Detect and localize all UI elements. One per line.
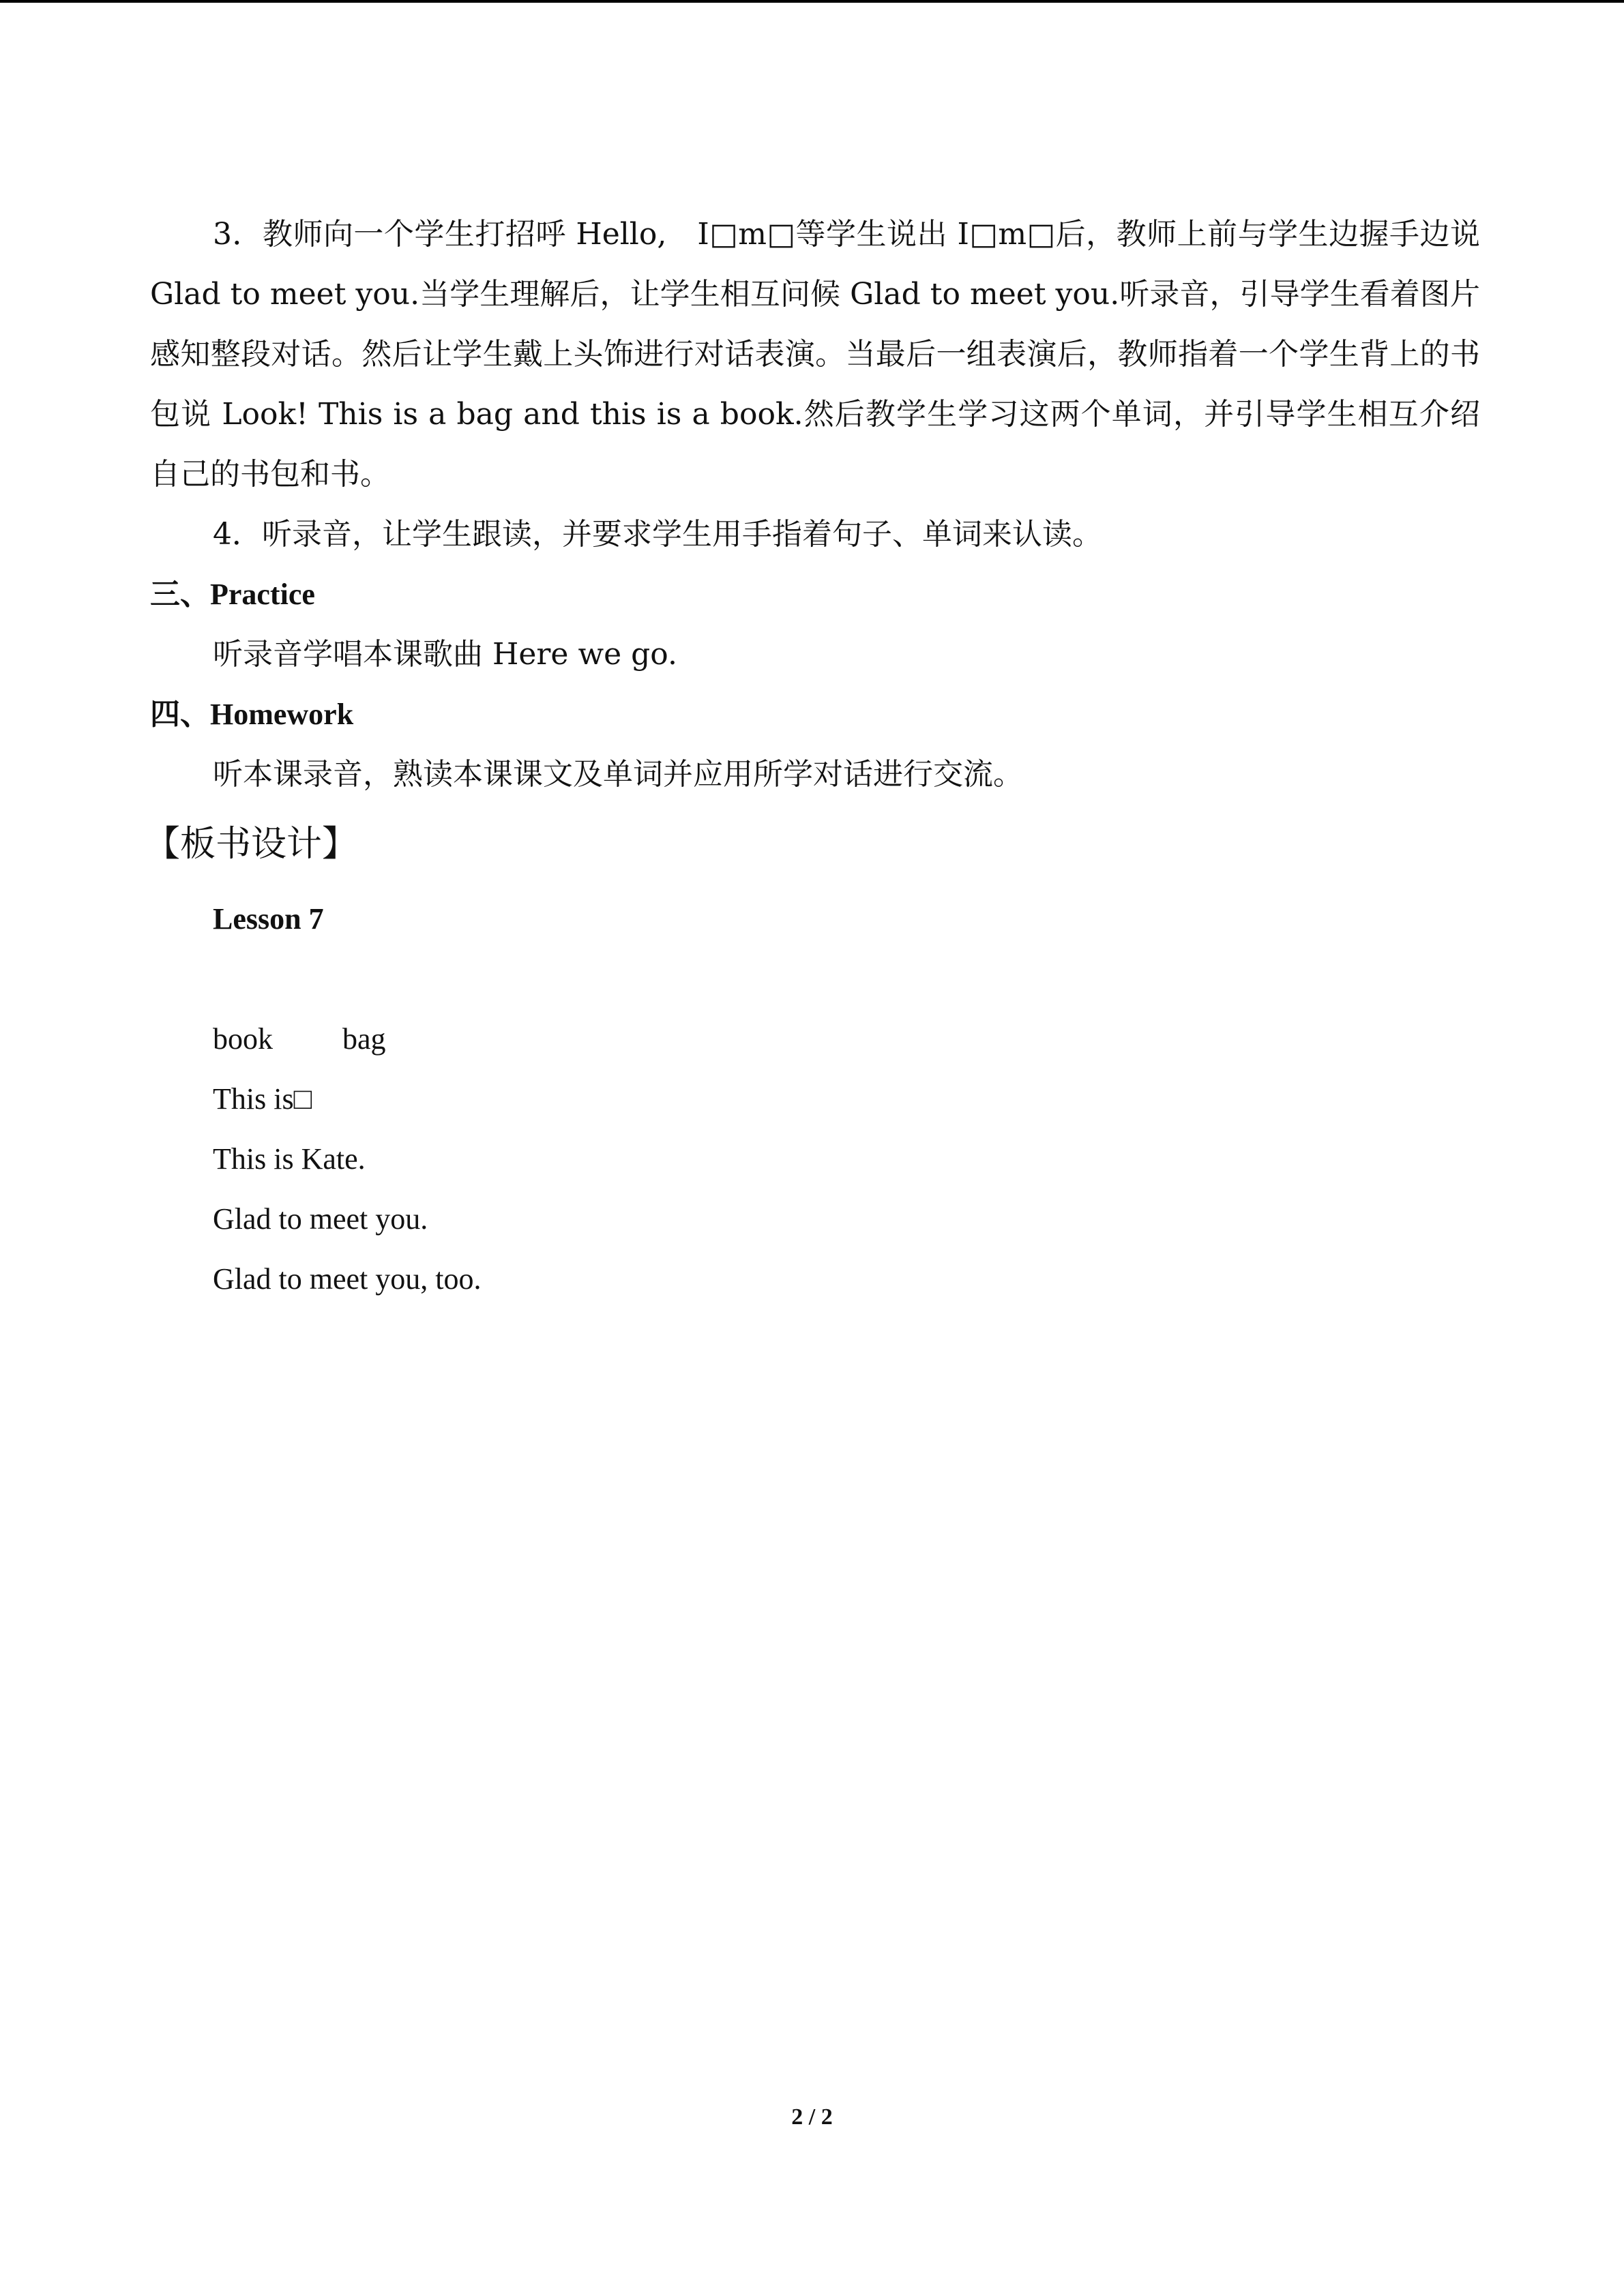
practice-heading xyxy=(150,565,1480,625)
board-line-this-is-kate: This is Kate. xyxy=(213,1142,366,1176)
page-number: 2 / 2 xyxy=(791,2104,833,2130)
board-vocabulary xyxy=(150,1009,1480,1069)
homework-heading-number: 四、 xyxy=(150,697,210,732)
page-top-border xyxy=(0,0,1624,3)
practice-heading-title: Practice xyxy=(210,578,315,611)
homework-heading xyxy=(150,685,1480,745)
board-line-glad-too: Glad to meet you, too. xyxy=(213,1262,482,1296)
board-line-glad: Glad to meet you. xyxy=(213,1202,428,1236)
document-page xyxy=(145,205,1480,1309)
step-3-paragraph: 3．教师向一个学生打招呼 Hello, I□m□等学生说出 I□m□后，教师上前与学生边握手边说 Glad to meet you.当学生理解后，让学生相互问候 Glad to meet you.听录音，引导学生看着图片感知整段对话。然后让学生戴上头饰进行对话表演。当最后一组表演后，教师指着一个学生背上的书包说 Look! This is a bag and this is a book.然后教学生学习这两个单词，并引导学生相互介绍自己的书包和书。 xyxy=(150,217,1480,492)
practice-text: 听录音学唱本课歌曲 Here we go. xyxy=(213,637,678,672)
board-word-book: book xyxy=(213,1022,273,1056)
homework-text: 听本课录音，熟读本课课文及单词并应用所学对话进行交流。 xyxy=(213,757,1023,792)
step-4-paragraph: 4．听录音，让学生跟读，并要求学生用手指着句子、单词来认读。 xyxy=(213,517,1102,552)
practice-heading-number: 三、 xyxy=(150,577,210,612)
board-line-this-is: This is□ xyxy=(213,1082,312,1116)
board-spacer xyxy=(150,949,1480,1009)
homework-heading-title: Homework xyxy=(210,698,354,731)
lesson-title: Lesson 7 xyxy=(213,902,324,936)
board-design-title: 【板书设计】 xyxy=(145,824,358,865)
board-word-bag: bag xyxy=(342,1022,386,1056)
